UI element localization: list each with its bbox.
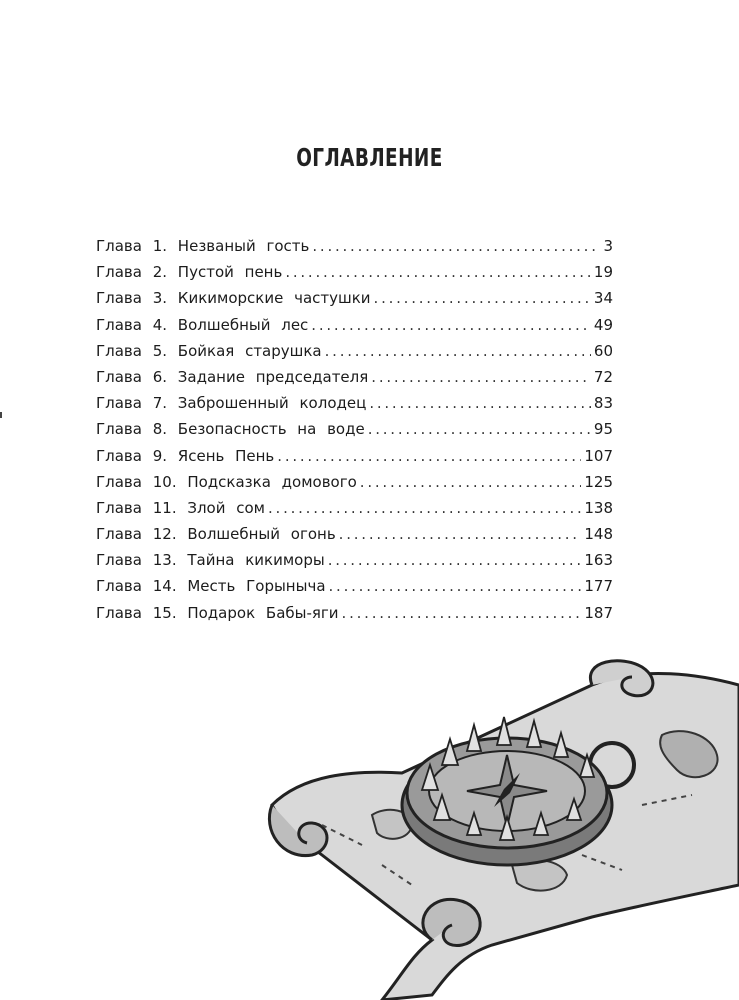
toc-dot-leader — [374, 285, 591, 311]
toc-dot-leader — [285, 259, 591, 285]
toc-entry-label: Глава 4. Волшебный лес — [96, 315, 309, 334]
toc-dot-leader — [277, 443, 581, 469]
toc-dot-leader — [371, 364, 591, 390]
toc-entry-label: Глава 14. Месть Горыныча — [96, 577, 326, 596]
toc-entry-1[interactable] — [96, 233, 613, 259]
toc-entry-5[interactable] — [96, 338, 613, 364]
toc-entry-page: 187 — [584, 603, 613, 622]
toc-dot-leader — [342, 600, 582, 626]
toc-dot-leader — [368, 416, 591, 442]
toc-dot-leader — [312, 233, 600, 259]
toc-entry-page: 3 — [603, 237, 613, 255]
toc-dot-leader — [311, 312, 591, 338]
toc-entry-page: 19 — [593, 263, 613, 282]
toc-entry-6[interactable] — [96, 364, 613, 390]
toc-entry-page: 60 — [593, 341, 613, 360]
toc-entry-label: Глава 5. Бойкая старушка — [96, 341, 322, 360]
toc-entry-label: Глава 10. Подсказка домового — [96, 472, 357, 491]
toc-entry-page: 163 — [584, 551, 613, 570]
toc-entry-page: 107 — [584, 446, 613, 465]
toc-entry-page: 34 — [593, 289, 613, 308]
toc-entry-11[interactable] — [96, 495, 613, 521]
toc-entry-label: Глава 12. Волшебный огонь — [96, 525, 336, 544]
toc-entry-label: Глава 2. Пустой пень — [96, 263, 283, 282]
table-of-contents — [96, 233, 613, 626]
toc-entry-page: 72 — [593, 367, 613, 386]
toc-entry-page: 125 — [584, 472, 613, 491]
toc-entry-label: Глава 7. Заброшенный колодец — [96, 394, 367, 413]
toc-entry-3[interactable] — [96, 285, 613, 311]
page-title: ОГЛАВЛЕНИЕ — [296, 143, 443, 172]
toc-entry-10[interactable] — [96, 469, 613, 495]
toc-entry-label: Глава 6. Задание председателя — [96, 367, 369, 386]
toc-entry-label: Глава 11. Злой сом — [96, 498, 265, 517]
toc-entry-15[interactable] — [96, 600, 613, 626]
toc-entry-label: Глава 9. Ясень Пень — [96, 446, 275, 465]
toc-entry-page: 95 — [593, 420, 613, 439]
toc-entry-page: 83 — [593, 394, 613, 413]
toc-dot-leader — [339, 521, 582, 547]
toc-entry-12[interactable] — [96, 521, 613, 547]
toc-entry-label: Глава 8. Безопасность на воде — [96, 420, 365, 439]
toc-entry-page: 138 — [584, 498, 613, 517]
toc-dot-leader — [369, 390, 591, 416]
map-with-compass-illustration — [262, 655, 739, 1000]
toc-entry-label: Глава 3. Кикиморские частушки — [96, 289, 371, 308]
toc-dot-leader — [328, 547, 582, 573]
toc-dot-leader — [325, 338, 591, 364]
page-edge-mark — [0, 412, 2, 418]
toc-entry-8[interactable] — [96, 416, 613, 442]
toc-entry-label: Глава 15. Подарок Бабы-яги — [96, 603, 339, 622]
toc-entry-page: 177 — [584, 577, 613, 596]
toc-entry-9[interactable] — [96, 443, 613, 469]
toc-dot-leader — [329, 573, 582, 599]
toc-entry-13[interactable] — [96, 547, 613, 573]
toc-entry-14[interactable] — [96, 573, 613, 599]
toc-entry-4[interactable] — [96, 312, 613, 338]
toc-dot-leader — [268, 495, 581, 521]
toc-entry-7[interactable] — [96, 390, 613, 416]
toc-entry-label: Глава 1. Незваный гость — [96, 237, 310, 255]
toc-dot-leader — [360, 469, 582, 495]
toc-entry-label: Глава 13. Тайна кикиморы — [96, 551, 325, 570]
toc-entry-page: 49 — [593, 315, 613, 334]
toc-entry-2[interactable] — [96, 259, 613, 285]
map-bottom-curl — [423, 899, 480, 945]
toc-entry-page: 148 — [584, 525, 613, 544]
